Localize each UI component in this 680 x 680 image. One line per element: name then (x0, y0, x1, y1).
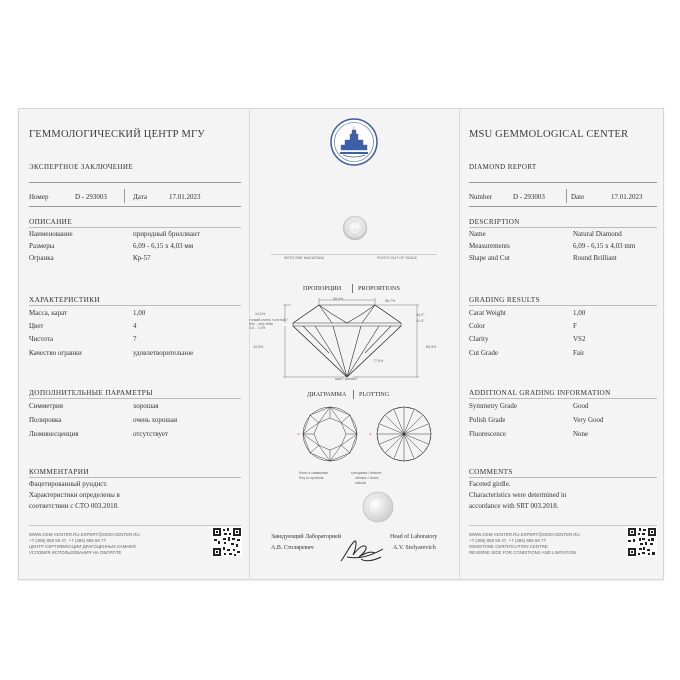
divider (469, 525, 657, 526)
pavilion-angle: 41,0° (416, 319, 425, 323)
footer-line: +7 (495) 958 59 47, +7 (495) 955 69 77 (469, 538, 546, 543)
date-value: 17.01.2023 (611, 193, 643, 201)
star-percent: 56,7% (385, 299, 396, 303)
divider (469, 398, 657, 399)
comment-line: Characteristics were determined in (469, 491, 567, 499)
footer-line: WWW.GEM-CENTER.RU EXPERT@GEM-CENTER.RU (29, 532, 140, 537)
number-value: D - 293003 (75, 193, 107, 201)
proportions-heading-ru: ПРОПОРЦИИ (303, 285, 342, 292)
crown-plot-diagram (301, 405, 359, 463)
hologram-seal-icon (362, 491, 394, 523)
number-value: D - 293003 (513, 193, 545, 201)
section-heading-description: DESCRIPTION (469, 217, 520, 226)
field-row: Measurements 6,09 - 6,15 x 4,03 mm (469, 242, 636, 250)
pavilion-depth-percent: 43,5% (253, 345, 264, 349)
divider (469, 305, 657, 306)
qr-code-icon (212, 527, 242, 557)
divider (29, 227, 241, 228)
head-title-en: Head of Laboratory (390, 534, 438, 540)
comment-line: Faceted girdle. (469, 480, 511, 488)
footer-line: ЦЕНТР СЕРТИФИКАЦИИ ДРАГОЦЕННЫХ КАМНЕЙ (29, 544, 136, 549)
section-heading-comments: COMMENTS (469, 467, 513, 476)
girdle-description: тонкий-очень толстый / thin - very thick 3,5 - 7,4% (249, 318, 288, 331)
qr-code-icon (627, 527, 657, 557)
panel-title: ГЕММОЛОГИЧЕСКИЙ ЦЕНТР МГУ (29, 129, 205, 140)
field-row: Cut Grade Fair (469, 349, 585, 357)
footer-line: +7 (495) 958 59 47, +7 (495) 955 69 77 (29, 538, 106, 543)
inclusion-mark-icon: × (297, 433, 300, 438)
comment-line: accordance with SRT 003.2018. (469, 502, 559, 510)
field-row: Симметрия хорошая (29, 402, 159, 410)
field-row: Color F (469, 322, 577, 330)
fold-line-left (249, 109, 250, 579)
field-row: Масса, карат 1,00 (29, 309, 146, 317)
divider (29, 206, 241, 207)
section-heading-grading: ХАРАКТЕРИСТИКИ (29, 295, 100, 304)
field-row: Name Natural Diamond (469, 230, 622, 238)
section-heading-comments: КОММЕНТАРИИ (29, 467, 89, 476)
divider (29, 182, 241, 183)
field-row: Carat Weight 1,00 (469, 309, 586, 317)
total-depth-percent: 65,9% (426, 345, 437, 349)
field-row: Наименование природный бриллиант (29, 230, 200, 238)
culet-description: шип / pointed (335, 377, 357, 381)
field-row: Размеры 6,09 - 6,15 x 4,03 мм (29, 242, 194, 250)
divider (353, 390, 354, 399)
divider (29, 477, 241, 478)
date-label: Дата (133, 193, 147, 201)
comment-line: соответствии с СТО 003.2018. (29, 502, 119, 510)
russian-panel (29, 109, 241, 579)
field-row: Symmetry Grade Good (469, 402, 589, 410)
footer-line: REVERSE SIDE FOR CONDITIONS AND LIMITATION (469, 550, 577, 555)
divider (29, 398, 241, 399)
pavilion-plot-diagram (375, 405, 433, 463)
divider (352, 284, 353, 293)
key-symbol-cloud: облако / cloud; (355, 476, 380, 480)
panel-subtitle: ЭКСПЕРТНОЕ ЗАКЛЮЧЕНИЕ (29, 163, 134, 171)
section-heading-description: ОПИСАНИЕ (29, 217, 72, 226)
diamond-report-card (18, 108, 664, 580)
proportions-diagram (257, 297, 453, 383)
lower-half-percent: 77,0% (373, 359, 384, 363)
key-symbol-feather: трещинка / feather; (351, 471, 383, 475)
crown-height-percent: 14,5% (255, 312, 266, 316)
proportions-heading-en: PROPORTIONS (358, 285, 400, 292)
number-label: Number (469, 193, 492, 201)
date-label: Date (571, 193, 585, 201)
field-row: Чистота 7 (29, 335, 137, 343)
inclusion-mark-icon: × (369, 433, 372, 438)
divider (124, 189, 125, 203)
divider (469, 182, 657, 183)
field-row: Качество огранки удовлетворительное (29, 349, 194, 357)
divider (271, 254, 437, 255)
section-heading-grading: GRADING RESULTS (469, 295, 540, 304)
diamond-photo-icon (342, 215, 368, 241)
section-heading-additional: ADDITIONAL GRADING INFORMATION (469, 388, 611, 397)
crown-angle: 34,0° (416, 313, 425, 317)
divider (469, 206, 657, 207)
divider (469, 477, 657, 478)
divider (29, 305, 241, 306)
divider (566, 189, 567, 203)
footer-line: WWW.GEM-CENTER.RU EXPERT@GEM-CENTER.RU (469, 532, 580, 537)
key-symbol-natural: natural (355, 481, 366, 485)
number-label: Номер (29, 193, 49, 201)
divider (469, 227, 657, 228)
english-panel (469, 109, 657, 579)
head-title-ru: Заведующий Лабораторией (271, 534, 342, 540)
center-panel (251, 109, 457, 579)
panel-title: MSU GEMMOLOGICAL CENTER (469, 129, 629, 140)
plotting-heading-en: PLOTTING (359, 391, 390, 398)
field-row: Fluorescence None (469, 430, 589, 438)
divider (29, 525, 241, 526)
footer-line: УСЛОВИЯ ИСПОЛЬЗОВАНИЯ НА ОБОРОТЕ (29, 550, 122, 555)
footer-line: GEMSTONE CERTIFICATION CENTRE (469, 544, 548, 549)
key-label-ru: Ключ к символам (299, 471, 328, 475)
msu-logo-icon (329, 117, 379, 167)
field-row: Люминесценция отсутствует (29, 430, 169, 438)
head-name-en: A.V. Stolyarevich (393, 545, 436, 551)
plotting-heading-ru: ДИАГРАММА (307, 391, 347, 398)
panel-subtitle: DIAMOND REPORT (469, 163, 537, 171)
comment-line: Характеристики определены в (29, 491, 120, 499)
photo-caption-ru: ФОТО ВНЕ МАСШТАБА (284, 256, 325, 260)
field-row: Polish Grade Very Good (469, 416, 604, 424)
field-row: Clarity VS2 (469, 335, 586, 343)
field-row: Цвет 4 (29, 322, 137, 330)
field-row: Огранка Кр-57 (29, 254, 151, 262)
comment-line: Фацетированный рундист. (29, 480, 108, 488)
date-value: 17.01.2023 (169, 193, 201, 201)
head-name-ru: А.В. Столяревич (271, 545, 314, 551)
table-percent: 58,0% (333, 297, 344, 301)
fold-line-right (459, 109, 460, 579)
section-heading-additional: ДОПОЛНИТЕЛЬНЫЕ ПАРАМЕТРЫ (29, 388, 153, 397)
photo-caption-en: PHOTO OUT OF SCALE (377, 256, 418, 260)
field-row: Полировка очень хорошая (29, 416, 178, 424)
signature-icon (337, 535, 387, 567)
key-label-en: Key to symbols (299, 476, 324, 480)
field-row: Shape and Cut Round Brilliant (469, 254, 617, 262)
